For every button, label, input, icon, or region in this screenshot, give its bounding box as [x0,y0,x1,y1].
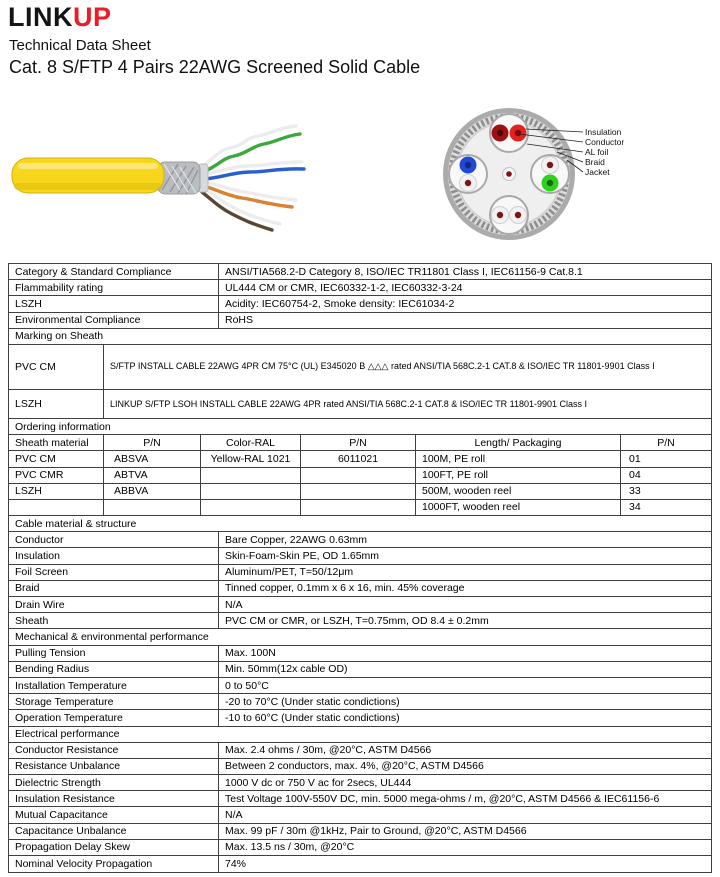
row-label: LSZH [9,390,104,418]
row-value: -10 to 60°C (Under static condictions) [225,711,400,724]
row-value: ANSI/TIA568.2-D Category 8, ISO/IEC TR11801 Class I, IEC61156-9 Cat.8.1 [225,265,583,278]
ordering-cell [301,468,416,483]
row-value: Min. 50mm(12x cable OD) [225,663,348,676]
spec-row [9,280,711,296]
row-value: Skin-Foam-Skin PE, OD 1.65mm [225,550,380,563]
ordering-cell: LSZH [9,484,104,499]
cable-photo [8,106,318,251]
ordering-row [9,484,711,500]
ordering-cell: ABBVA [104,484,201,499]
spec-row [9,313,711,329]
ordering-cell: 1000FT, wooden reel [416,500,621,515]
row-label: Conductor [9,532,219,547]
spec-row [9,662,711,678]
row-value: RoHS [225,314,254,327]
ordering-header-row [9,435,711,451]
ordering-cell: 33 [629,485,641,498]
row-label: Drain Wire [9,597,219,612]
row-value: S/FTP INSTALL CABLE 22AWG 4PR CM 75°C (UL) E345020 B △△△ rated ANSI/TIA 568C.2-1 CAT.8 & ISO/IEC TR 11801-9901 Class I [110,361,655,372]
spec-row [9,694,711,710]
row-label: Environmental Compliance [9,313,219,328]
spec-row [9,840,711,856]
spec-row [9,613,711,629]
row-label: Bending Radius [9,662,219,677]
row-value: -20 to 70°C (Under static condictions) [225,695,400,708]
spec-row [9,296,711,312]
spec-row [9,824,711,840]
cross-section-diagram [405,100,715,250]
ordering-header: Sheath material [9,435,104,450]
row-label: Category & Standard Compliance [9,264,219,279]
row-value: N/A [225,598,243,611]
spec-row [9,743,711,759]
row-value: Test Voltage 100V-550V DC, min. 5000 mega-ohms / m, @20°C, ASTM D4566 & IEC61156-6 [225,792,660,805]
brand-logo-link: LINK [8,2,73,32]
ordering-cell: 6011021 [301,451,416,466]
spec-row [9,807,711,823]
page-title: Cat. 8 S/FTP 4 Pairs 22AWG Screened Solid Cable [9,57,421,77]
row-value: Tinned copper, 0.1mm x 6 x 16, min. 45% coverage [225,582,465,595]
spec-row [9,597,711,613]
diagram-label-braid: Braid [585,157,605,167]
row-value: Between 2 conductors, max. 4%, @20°C, ASTM D4566 [225,760,484,773]
spec-row [9,678,711,694]
ordering-cell: PVC CM [9,451,104,466]
brand-logo-up: UP [73,2,112,32]
ordering-row [9,468,711,484]
row-value: Max. 13.5 ns / 30m, @20°C [225,841,355,854]
row-label: Propagation Delay Skew [9,840,219,855]
row-label: Insulation [9,548,219,563]
ordering-cell [301,484,416,499]
spec-row [9,548,711,564]
spec-row [9,581,711,597]
section-header-row [9,329,711,345]
ordering-cell [104,500,201,515]
row-label: LSZH [9,296,219,311]
diagram-label-insulation: Insulation [585,127,622,137]
row-value: UL444 CM or CMR, IEC60332-1-2, IEC60332-3-24 [225,281,463,294]
section-title: Cable material & structure [15,517,137,530]
ordering-header: Length/ Packaging [416,435,621,450]
diagram-label-jacket: Jacket [585,167,610,177]
ordering-cell: 01 [629,452,641,465]
spec-row [9,390,711,419]
cross-section-illustration [405,100,715,250]
spec-row [9,856,711,872]
row-label: PVC CM [9,345,104,389]
spec-row [9,532,711,548]
row-label: Nominal Velocity Propagation [9,856,219,872]
spec-row [9,791,711,807]
section-header-row [9,629,711,645]
spec-row [9,345,711,390]
ordering-header: P/N [301,435,416,450]
ordering-cell [9,500,104,515]
ordering-header: P/N [657,436,675,449]
ordering-cell [201,484,301,499]
section-title: Marking on Sheath [15,330,104,343]
diagram-label-conductor: Conductor [585,137,625,147]
ordering-cell: Yellow-RAL 1021 [201,451,301,466]
row-label: Dielectric Strength [9,775,219,790]
ordering-row [9,451,711,467]
row-label: Capacitance Unbalance [9,824,219,839]
row-value: Aluminum/PET, T=50/12μm [225,566,354,579]
ordering-cell: 100M, PE roll [416,451,621,466]
cable-photo-illustration [8,106,318,251]
row-value: Max. 2.4 ohms / 30m, @20°C, ASTM D4566 [225,744,432,757]
ordering-cell [201,468,301,483]
row-label: Installation Temperature [9,678,219,693]
section-header-row [9,516,711,532]
ordering-cell [201,500,301,515]
ordering-row [9,500,711,516]
row-value: Bare Copper, 22AWG 0.63mm [225,533,368,546]
row-label: Storage Temperature [9,694,219,709]
spec-table [8,263,712,873]
section-title: Electrical performance [15,728,120,741]
row-label: Sheath [9,613,219,628]
row-label: Operation Temperature [9,710,219,725]
ordering-cell: 04 [629,469,641,482]
row-value: 0 to 50°C [225,679,269,692]
row-value: N/A [225,809,243,822]
row-label: Flammability rating [9,280,219,295]
ordering-cell: 100FT, PE roll [416,468,621,483]
row-value: 74% [225,858,247,871]
row-value: 1000 V dc or 750 V ac for 2secs, UL444 [225,776,412,789]
row-label: Pulling Tension [9,646,219,661]
ordering-header: P/N [104,435,201,450]
brand-logo [8,2,112,33]
ordering-header: Color-RAL [201,435,301,450]
row-label: Conductor Resistance [9,743,219,758]
ordering-cell: ABSVA [104,451,201,466]
diagram-label-al-foil: AL foil [585,147,609,157]
doc-type-heading: Technical Data Sheet [9,37,151,54]
spec-row [9,759,711,775]
row-value: PVC CM or CMR, or LSZH, T=0.75mm, OD 8.4 ± 0.2mm [225,614,489,627]
row-value: LINKUP S/FTP LSOH INSTALL CABLE 22AWG 4PR rated ANSI/TIA 568C.2-1 CAT.8 & ISO/IEC TR 11801-9901 Class I [110,398,588,409]
row-label: Foil Screen [9,565,219,580]
section-title: Ordering information [15,420,111,433]
section-header-row [9,727,711,743]
ordering-cell: PVC CMR [9,468,104,483]
row-label: Mutual Capacitance [9,807,219,822]
ordering-cell: 500M, wooden reel [416,484,621,499]
row-label: Resistance Unbalance [9,759,219,774]
spec-row [9,264,711,280]
row-value: Max. 99 pF / 30m @1kHz, Pair to Ground, @20°C, ASTM D4566 [225,825,527,838]
row-value: Max. 100N [225,647,276,660]
spec-row [9,775,711,791]
row-value: Acidity: IEC60754-2, Smoke density: IEC61034-2 [225,297,455,310]
section-title: Mechanical & environmental performance [15,630,209,643]
ordering-cell: ABTVA [104,468,201,483]
spec-row [9,646,711,662]
spec-row [9,565,711,581]
section-header-row [9,419,711,435]
ordering-cell [301,500,416,515]
row-label: Braid [9,581,219,596]
spec-row [9,710,711,726]
ordering-cell: 34 [629,501,641,514]
row-label: Insulation Resistance [9,791,219,806]
